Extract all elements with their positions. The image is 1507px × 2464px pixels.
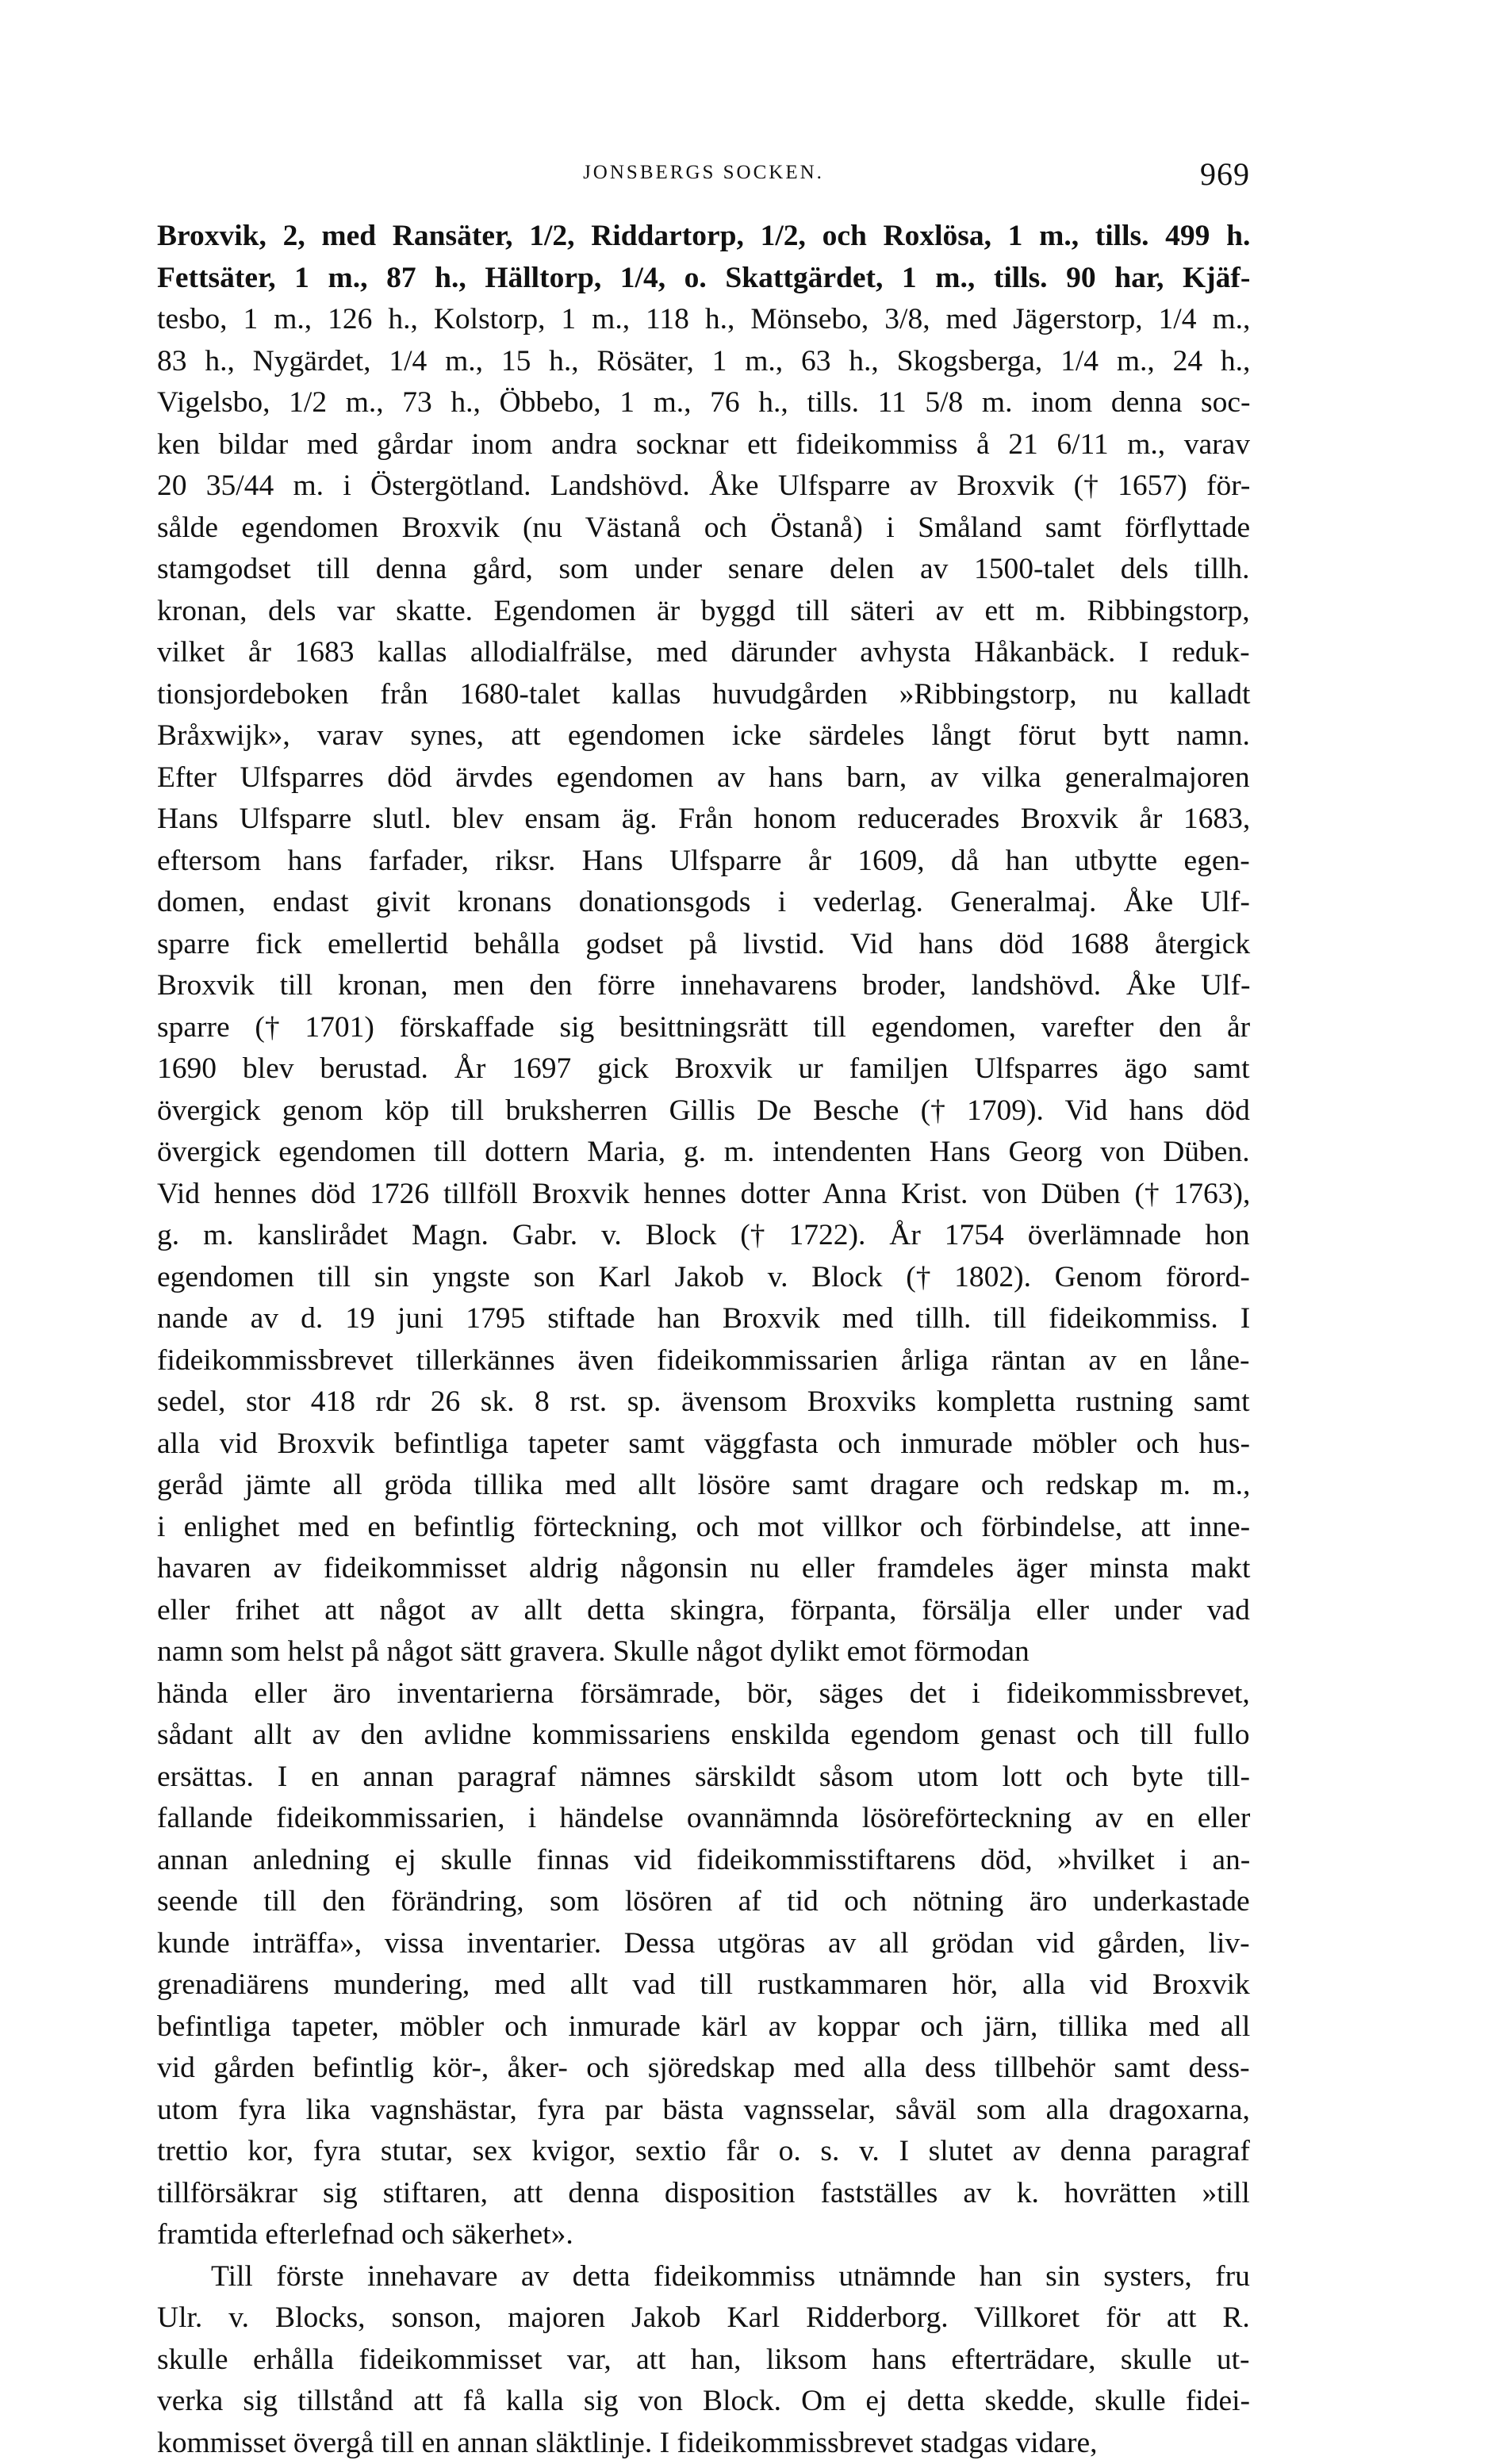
- page-header: [157, 155, 1250, 203]
- text-line: eller frihet att något av allt detta skingra, förpanta, försälja eller under vad: [157, 1590, 1250, 1632]
- text-line: befintliga tapeter, möbler och inmurade kärl av koppar och järn, tillika med all: [157, 2006, 1250, 2048]
- text-line: 20 35/44 m. i Östergötland. Landshövd. Åke Ulfsparre av Broxvik († 1657) för-: [157, 466, 1250, 508]
- body-text: [157, 216, 1250, 2464]
- text-line: framtida efterlefnad och säkerhet».: [157, 2214, 1250, 2256]
- text-line: tionsjordeboken från 1680-talet kallas huvudgården »Ribbingstorp, nu kalladt: [157, 674, 1250, 716]
- text-line: ken bildar med gårdar inom andra socknar ett fideikommiss å 21 6/11 m., varav: [157, 424, 1250, 466]
- text-line: fallande fideikommissarien, i händelse ovannämnda lösöreförteckning av en eller: [157, 1798, 1250, 1840]
- text-line: sparre († 1701) förskaffade sig besittningsrätt till egendomen, varefter den år: [157, 1007, 1250, 1049]
- running-title: JONSBERGS SOCKEN.: [157, 162, 1250, 184]
- text-line: hända eller äro inventarierna försämrade, bör, säges det i fideikommissbrevet,: [157, 1673, 1250, 1715]
- text-line: stamgodset till denna gård, som under senare delen av 1500-talet dels tillh.: [157, 549, 1250, 591]
- text-line: tillförsäkrar sig stiftaren, att denna disposition fastställes av k. hovrätten »till: [157, 2173, 1250, 2215]
- text-line: egendomen till sin yngste son Karl Jakob v. Block († 1802). Genom förord-: [157, 1257, 1250, 1299]
- text-line: sparre fick emellertid behålla godset på livstid. Vid hans död 1688 återgick: [157, 924, 1250, 966]
- text-line: vid gården befintlig kör-, åker- och sjöredskap med alla dess tillbehör samt dess-: [157, 2048, 1250, 2090]
- text-line: kunde inträffa», vissa inventarier. Dessa utgöras av all grödan vid gården, liv-: [157, 1923, 1250, 1965]
- page-number: 969: [1200, 155, 1250, 193]
- text-line: Fettsäter, 1 m., 87 h., Hälltorp, 1/4, o. Skattgärdet, 1 m., tills. 90 har, Kjäf-: [157, 258, 1250, 300]
- text-line: kommisset övergå till en annan släktlinje. I fideikommissbrevet stadgas vidare,: [157, 2423, 1250, 2464]
- text-line: geråd jämte all gröda tillika med allt lösöre samt dragare och redskap m. m.,: [157, 1465, 1250, 1507]
- text-line: g. m. kanslirådet Magn. Gabr. v. Block († 1722). År 1754 överlämnade hon: [157, 1215, 1250, 1257]
- text-line: alla vid Broxvik befintliga tapeter samt väggfasta och inmurade möbler och hus-: [157, 1424, 1250, 1466]
- text-line: sålde egendomen Broxvik (nu Västanå och Östanå) i Småland samt förflyttade: [157, 508, 1250, 550]
- text-line: utom fyra lika vagnshästar, fyra par bästa vagnsselar, såväl som alla dragoxarna,: [157, 2090, 1250, 2132]
- text-line: Ulr. v. Blocks, sonson, majoren Jakob Karl Ridderborg. Villkoret för att R.: [157, 2297, 1250, 2339]
- text-line: sedel, stor 418 rdr 26 sk. 8 rst. sp. ävensom Broxviks kompletta rustning samt: [157, 1381, 1250, 1424]
- text-line: kronan, dels var skatte. Egendomen är byggd till säteri av ett m. Ribbingstorp,: [157, 591, 1250, 633]
- text-line: annan anledning ej skulle finnas vid fideikommisstiftarens död, »hvilket i an-: [157, 1840, 1250, 1882]
- text-line: vilket år 1683 kallas allodialfrälse, med därunder avhysta Håkanbäck. I reduk-: [157, 632, 1250, 674]
- text-line: Broxvik till kronan, men den förre innehavarens broder, landshövd. Åke Ulf-: [157, 965, 1250, 1007]
- text-line: Vid hennes död 1726 tillföll Broxvik hennes dotter Anna Krist. von Düben († 1763),: [157, 1174, 1250, 1216]
- text-line: nande av d. 19 juni 1795 stiftade han Broxvik med tillh. till fideikommiss. I: [157, 1298, 1250, 1340]
- text-line: domen, endast givit kronans donationsgods i vederlag. Generalmaj. Åke Ulf-: [157, 882, 1250, 924]
- text-line: trettio kor, fyra stutar, sex kvigor, sextio får o. s. v. I slutet av denna paragraf: [157, 2131, 1250, 2173]
- text-line: havaren av fideikommisset aldrig någonsin nu eller framdeles äger minsta makt: [157, 1548, 1250, 1590]
- text-line: seende till den förändring, som lösören af tid och nötning äro underkastade: [157, 1881, 1250, 1923]
- text-line: skulle erhålla fideikommisset var, att han, liksom hans efterträdare, skulle ut-: [157, 2339, 1250, 2382]
- text-line: övergick genom köp till bruksherren Gillis De Besche († 1709). Vid hans död: [157, 1090, 1250, 1132]
- text-line: Till förste innehavare av detta fideikommiss utnämnde han sin systers, fru: [157, 2256, 1250, 2298]
- text-line: Efter Ulfsparres död ärvdes egendomen av hans barn, av vilka generalmajoren: [157, 757, 1250, 799]
- text-line: 1690 blev berustad. År 1697 gick Broxvik ur familjen Ulfsparres ägo samt: [157, 1048, 1250, 1090]
- text-line: 83 h., Nygärdet, 1/4 m., 15 h., Rösäter, 1 m., 63 h., Skogsberga, 1/4 m., 24 h.,: [157, 341, 1250, 383]
- text-line: sådant allt av den avlidne kommissariens enskilda egendom genast och till fullo: [157, 1715, 1250, 1757]
- text-line: Hans Ulfsparre slutl. blev ensam äg. Från honom reducerades Broxvik år 1683,: [157, 799, 1250, 841]
- text-line: namn som helst på något sätt gravera. Skulle något dylikt emot förmodan: [157, 1631, 1250, 1673]
- text-line: ersättas. I en annan paragraf nämnes särskildt såsom utom lott och byte till-: [157, 1757, 1250, 1799]
- text-line: övergick egendomen till dottern Maria, g. m. intendenten Hans Georg von Düben.: [157, 1132, 1250, 1174]
- text-line: verka sig tillstånd att få kalla sig von Block. Om ej detta skedde, skulle fidei-: [157, 2381, 1250, 2423]
- text-line: i enlighet med en befintlig förteckning, och mot villkor och förbindelse, att inne-: [157, 1507, 1250, 1549]
- text-line: Broxvik, 2, med Ransäter, 1/2, Riddartorp, 1/2, och Roxlösa, 1 m., tills. 499 h.: [157, 216, 1250, 258]
- text-line: Bråxwijk», varav synes, att egendomen icke särdeles långt förut bytt namn.: [157, 715, 1250, 757]
- text-line: Vigelsbo, 1/2 m., 73 h., Öbbebo, 1 m., 76 h., tills. 11 5/8 m. inom denna soc-: [157, 382, 1250, 424]
- text-line: eftersom hans farfader, riksr. Hans Ulfsparre år 1609, då han utbytte egen-: [157, 841, 1250, 883]
- text-line: grenadiärens mundering, med allt vad till rustkammaren hör, alla vid Broxvik: [157, 1964, 1250, 2006]
- text-line: fideikommissbrevet tillerkännes även fideikommissarien årliga räntan av en låne-: [157, 1340, 1250, 1382]
- text-line: tesbo, 1 m., 126 h., Kolstorp, 1 m., 118 h., Mönsebo, 3/8, med Jägerstorp, 1/4 m.,: [157, 299, 1250, 341]
